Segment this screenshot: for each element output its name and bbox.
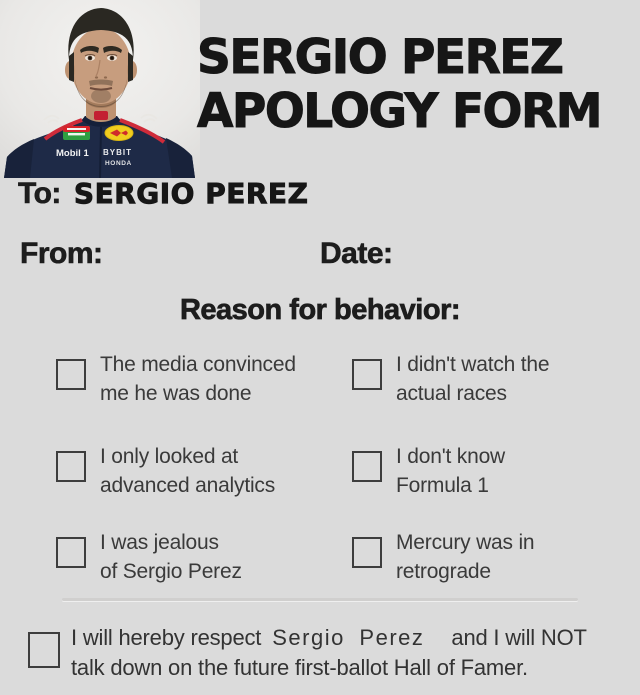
mobil-logo: Mobil 1 [56, 148, 89, 159]
title-line-1: SERGIO PEREZ [197, 30, 563, 85]
reason-label: I didn't watch the actual races [396, 353, 550, 405]
page-title [197, 31, 601, 139]
checkbox-advanced-analytics[interactable] [56, 451, 86, 482]
reason-item-dont-know-f1 [352, 443, 505, 500]
honda-logo: HONDA [105, 160, 132, 167]
divider [62, 598, 578, 601]
checkbox-jealous[interactable] [56, 537, 86, 568]
red-bull-collar-patch [94, 111, 108, 120]
pledge-line-2: talk down on the future first-ballot Hall of Famer. [71, 654, 528, 680]
pledge-name: Sergio Perez [272, 625, 425, 650]
reason-item-media-convinced [56, 351, 296, 408]
pledge-label [71, 623, 587, 682]
reason-label: I was jealous of Sergio Perez [100, 531, 242, 583]
reason-label: The media convinced me he was done [100, 353, 296, 405]
to-label: To: [18, 177, 61, 210]
reason-label: Mercury was in retrograde [396, 531, 535, 583]
reason-item-didnt-watch [352, 351, 549, 408]
reason-item-jealous [56, 529, 242, 586]
red-bull-chest-badge [105, 126, 133, 141]
left-eye [85, 55, 95, 61]
tag-heuer-badge [63, 126, 90, 140]
chin-stubble [91, 89, 111, 103]
date-label: Date: [320, 237, 393, 270]
reason-heading: Reason for behavior: [179, 294, 461, 326]
title-line-2: APOLOGY FORM [197, 84, 601, 139]
reason-label: I don't know Formula 1 [396, 445, 506, 497]
pledge-item [28, 623, 587, 682]
right-sideburn [128, 52, 133, 82]
reason-item-advanced-analytics [56, 443, 275, 500]
checkbox-pledge[interactable] [28, 632, 60, 668]
right-eye [107, 55, 117, 61]
from-label: From: [20, 237, 103, 270]
to-line [18, 177, 308, 211]
checkbox-dont-know-f1[interactable] [352, 451, 382, 482]
checkbox-media-convinced[interactable] [56, 359, 86, 390]
bybit-logo: BYBIT [103, 148, 132, 157]
sergio-perez-photo [0, 0, 200, 178]
reason-label: I only looked at advanced analytics [100, 445, 276, 497]
to-value: SERGIO PEREZ [73, 177, 309, 210]
reason-item-mercury-retrograde [352, 529, 534, 586]
checkbox-mercury-retrograde[interactable] [352, 537, 382, 568]
checkbox-didnt-watch[interactable] [352, 359, 382, 390]
left-sideburn [69, 52, 74, 82]
pledge-line-1: I will hereby respect Sergio Perez and I will NOT [71, 625, 587, 650]
